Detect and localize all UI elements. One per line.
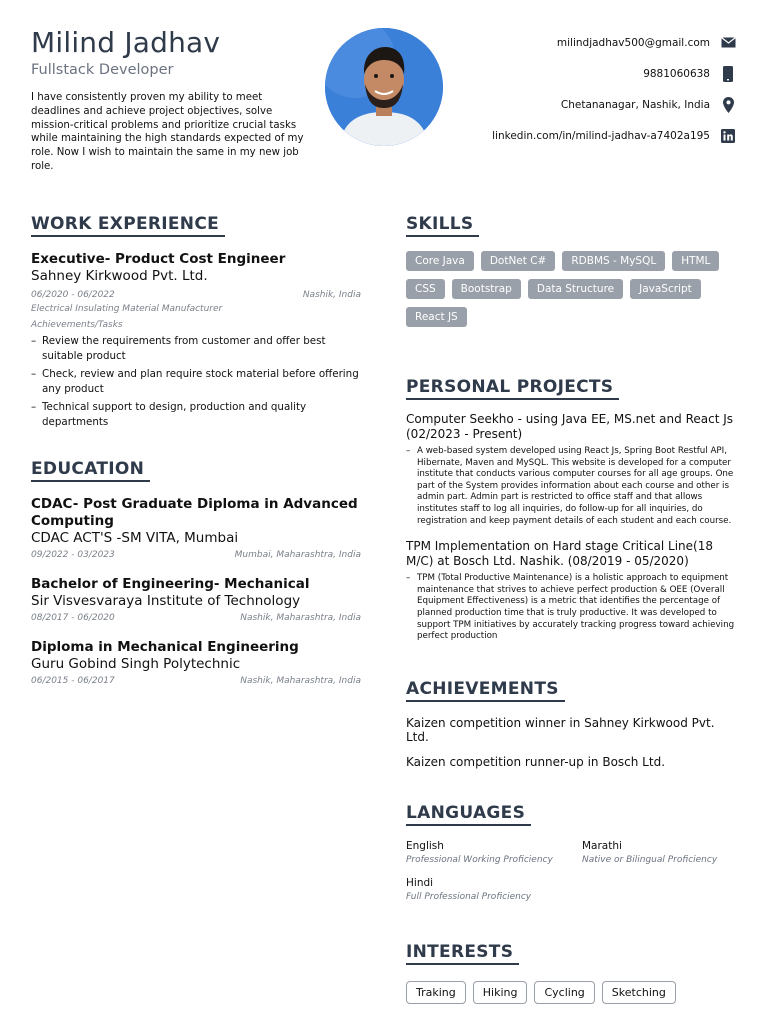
school-name: Sir Visvesvaraya Institute of Technology <box>31 593 301 609</box>
job-entry <box>31 251 361 429</box>
education-meta <box>31 676 361 686</box>
list-item: – Technical support to design, production and quality departments <box>31 400 361 429</box>
contact-phone[interactable] <box>436 58 736 89</box>
project-bullets <box>406 573 741 643</box>
tasks-label: Achievements/Tasks <box>31 320 123 330</box>
project-title: TPM Implementation on Hard stage Critical Line(18 M/C) at Bosch Ltd. Nashik. (08/2019 - 05/2020) <box>406 539 713 569</box>
right-column <box>406 214 741 1004</box>
left-column <box>31 214 361 686</box>
education-location: Nashik, Maharashtra, India <box>240 676 361 686</box>
interest-tag: Cycling <box>534 981 594 1004</box>
education-meta <box>31 613 361 623</box>
job-meta <box>31 290 361 300</box>
project-title: Computer Seekho - using Java EE, MS.net and React Js (02/2023 - Present) <box>406 412 734 441</box>
profile-photo <box>325 28 443 146</box>
projects-section <box>406 377 741 643</box>
job-dates: 06/2020 - 06/2022 <box>31 290 115 300</box>
skill-tag: RDBMS - MySQL <box>562 251 665 271</box>
company-description: Electrical Insulating Material Manufacturer <box>31 304 223 314</box>
skill-tag: React JS <box>406 307 467 327</box>
skill-tag: DotNet C# <box>481 251 556 271</box>
education-dates: 08/2017 - 06/2020 <box>31 613 115 623</box>
interest-tag: Traking <box>406 981 466 1004</box>
list-item: – TPM (Total Productive Maintenance) is a holistic approach to equipment maintenance that strives to achieve perfect production & OEE (Overall Equipment Effectiveness) is a metric that identifies the percentage of planned production time that is truly productive. It was developed to support TPM initiatives by accurately tracking progress toward achieving perfect production <box>406 573 741 643</box>
contact-linkedin[interactable] <box>436 120 736 151</box>
skill-tag: Bootstrap <box>452 279 521 299</box>
language-item <box>406 877 582 902</box>
skill-tag: CSS <box>406 279 445 299</box>
email-icon <box>720 35 736 51</box>
interests-list <box>406 981 741 1004</box>
language-level: Native or Bilingual Proficiency <box>582 854 718 865</box>
projects-heading: PERSONAL PROJECTS <box>406 377 619 400</box>
skills-section <box>406 214 741 335</box>
education-entry <box>31 496 361 560</box>
language-name: English <box>406 839 444 852</box>
degree-title: Diploma in Mechanical Engineering <box>31 639 299 655</box>
skill-tag: JavaScript <box>630 279 701 299</box>
work-experience-heading: WORK EXPERIENCE <box>31 214 225 237</box>
email-text[interactable]: milindjadhav500@gmail.com <box>556 36 710 49</box>
interest-tag: Hiking <box>473 981 528 1004</box>
project-bullets <box>406 446 741 527</box>
skills-heading: SKILLS <box>406 214 479 237</box>
education-location: Mumbai, Maharashtra, India <box>234 550 361 560</box>
project-entry <box>406 412 741 527</box>
achievement-item: Kaizen competition winner in Sahney Kirkwood Pvt. Ltd. <box>406 715 715 744</box>
phone-icon <box>720 66 736 82</box>
education-location: Nashik, Maharashtra, India <box>240 613 361 623</box>
language-level: Full Professional Proficiency <box>406 891 532 902</box>
language-name: Marathi <box>582 839 622 852</box>
list-item: – A web-based system developed using React Js, Spring Boot Restful API, Hibernate, Maven and MySQL. This website is developed for a computer institute that conducts various computer courses for all age groups. One part of the System provides information about each course and other is admin part. Admin part is restricted to office staff and that allows institutes staff to log all inquiries, do follow-up for all inquiries, do registration and keep payment details of each student and each course. <box>406 446 741 527</box>
school-name: CDAC ACT'S -SM VITA, Mumbai <box>31 530 239 546</box>
location-text: Chetananagar, Nashik, India <box>560 98 710 111</box>
languages-list <box>406 840 741 902</box>
education-section <box>31 459 361 686</box>
list-item: – Check, review and plan require stock material before offering any product <box>31 367 361 396</box>
contact-email[interactable] <box>436 27 736 58</box>
interest-tag: Sketching <box>602 981 676 1004</box>
skill-tag: Data Structure <box>528 279 623 299</box>
degree-title: Bachelor of Engineering- Mechanical <box>31 576 310 592</box>
list-item: – Review the requirements from customer and offer best suitable product <box>31 334 361 363</box>
interests-section <box>406 942 741 1004</box>
contact-list <box>436 27 736 151</box>
work-experience-section <box>31 214 361 429</box>
education-meta <box>31 550 361 560</box>
language-level: Professional Working Proficiency <box>406 854 553 865</box>
job-bullets <box>31 334 361 429</box>
summary-text: I have consistently proven my ability to meet deadlines and achieve project objectives, solve mission-critical problems and prioritize crucial tasks while maintaining the high standards expected of my role. Now I wish to maintain the same in my new job role. <box>31 92 304 172</box>
languages-heading: LANGUAGES <box>406 803 531 826</box>
company-name: Sahney Kirkwood Pvt. Ltd. <box>31 268 208 284</box>
education-heading: EDUCATION <box>31 459 150 482</box>
location-icon <box>720 97 736 113</box>
achievement-item: Kaizen competition runner-up in Bosch Ltd. <box>406 754 666 769</box>
job-title: Executive- Product Cost Engineer <box>31 251 286 267</box>
candidate-name: Milind Jadhav <box>31 26 221 59</box>
contact-location <box>436 89 736 120</box>
education-dates: 09/2022 - 03/2023 <box>31 550 115 560</box>
degree-title: CDAC- Post Graduate Diploma in Advanced Computing <box>31 496 358 529</box>
language-item <box>582 840 742 865</box>
phone-text[interactable]: 9881060638 <box>643 67 710 80</box>
education-entry <box>31 576 361 623</box>
job-location: Nashik, India <box>302 290 361 300</box>
linkedin-text[interactable]: linkedin.com/in/milind-jadhav-a7402a195 <box>492 129 710 142</box>
language-item <box>406 840 582 865</box>
skills-list <box>406 251 736 335</box>
skill-tag: HTML <box>672 251 719 271</box>
interests-heading: INTERESTS <box>406 942 519 965</box>
achievements-heading: ACHIEVEMENTS <box>406 679 565 702</box>
education-entry <box>31 639 361 686</box>
language-name: Hindi <box>406 876 434 889</box>
job-headline: Fullstack Developer <box>31 62 174 78</box>
linkedin-icon <box>720 128 736 144</box>
languages-section <box>406 803 741 902</box>
skill-tag: Core Java <box>406 251 474 271</box>
project-entry <box>406 539 741 643</box>
achievements-section <box>406 679 741 769</box>
education-dates: 06/2015 - 06/2017 <box>31 676 115 686</box>
school-name: Guru Gobind Singh Polytechnic <box>31 656 241 672</box>
